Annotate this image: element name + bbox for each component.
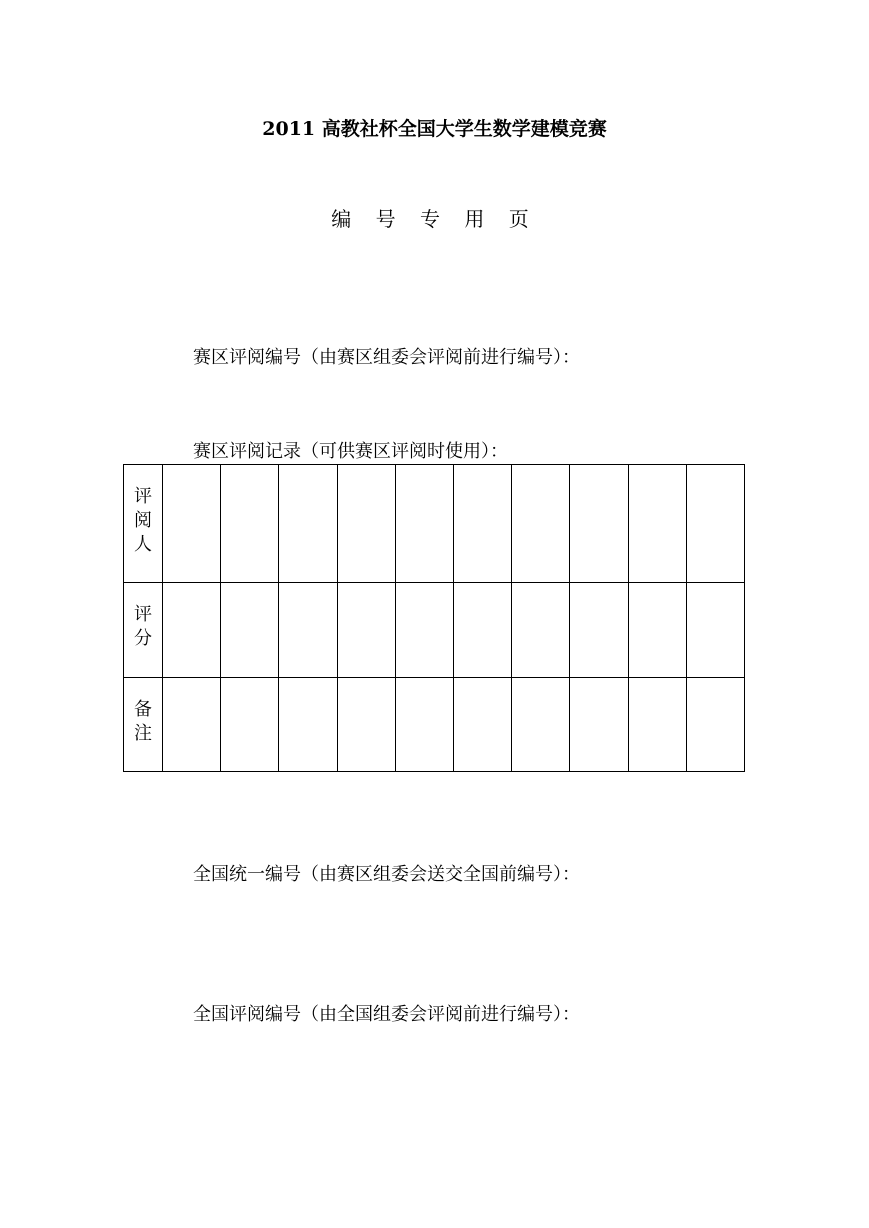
table-row-score	[124, 583, 745, 678]
table-cell	[570, 465, 628, 583]
table-cell	[279, 465, 337, 583]
table-cell	[163, 678, 221, 772]
table-row-reviewer	[124, 465, 745, 583]
table-cell	[628, 678, 686, 772]
table-cell	[628, 583, 686, 678]
document-title: 2011 高教社杯全国大学生数学建模竞赛	[262, 118, 607, 140]
table-cell	[279, 583, 337, 678]
table-cell	[221, 678, 279, 772]
national-unified-number-label: 全国统一编号（由赛区组委会送交全国前编号）：	[193, 864, 580, 885]
table-cell	[221, 465, 279, 583]
table-cell	[453, 465, 511, 583]
row-header-reviewer: 评阅人	[124, 465, 163, 583]
table-cell	[395, 678, 453, 772]
division-review-record-label: 赛区评阅记录（可供赛区评阅时使用）：	[193, 441, 508, 462]
table-cell	[686, 583, 744, 678]
table-cell	[628, 465, 686, 583]
table-cell	[570, 583, 628, 678]
table-cell	[512, 465, 570, 583]
table-cell	[512, 678, 570, 772]
table-cell	[453, 678, 511, 772]
table-cell	[686, 465, 744, 583]
division-review-number-label: 赛区评阅编号（由赛区组委会评阅前进行编号）：	[193, 347, 580, 368]
table-cell	[163, 465, 221, 583]
page-subtitle: 编 号 专 用 页	[331, 207, 538, 231]
table-row-remarks	[124, 678, 745, 772]
row-header-remarks: 备注	[124, 678, 163, 772]
national-review-number-label: 全国评阅编号（由全国组委会评阅前进行编号）：	[193, 1004, 580, 1025]
table-cell	[453, 583, 511, 678]
table-cell	[163, 583, 221, 678]
table-cell	[221, 583, 279, 678]
table-cell	[337, 678, 395, 772]
table-cell	[512, 583, 570, 678]
table-cell	[395, 583, 453, 678]
table-cell	[686, 678, 744, 772]
table-cell	[337, 465, 395, 583]
table-cell	[570, 678, 628, 772]
table-cell	[337, 583, 395, 678]
table-cell	[279, 678, 337, 772]
row-header-score: 评分	[124, 583, 163, 678]
table-cell	[395, 465, 453, 583]
review-record-table	[123, 464, 745, 772]
